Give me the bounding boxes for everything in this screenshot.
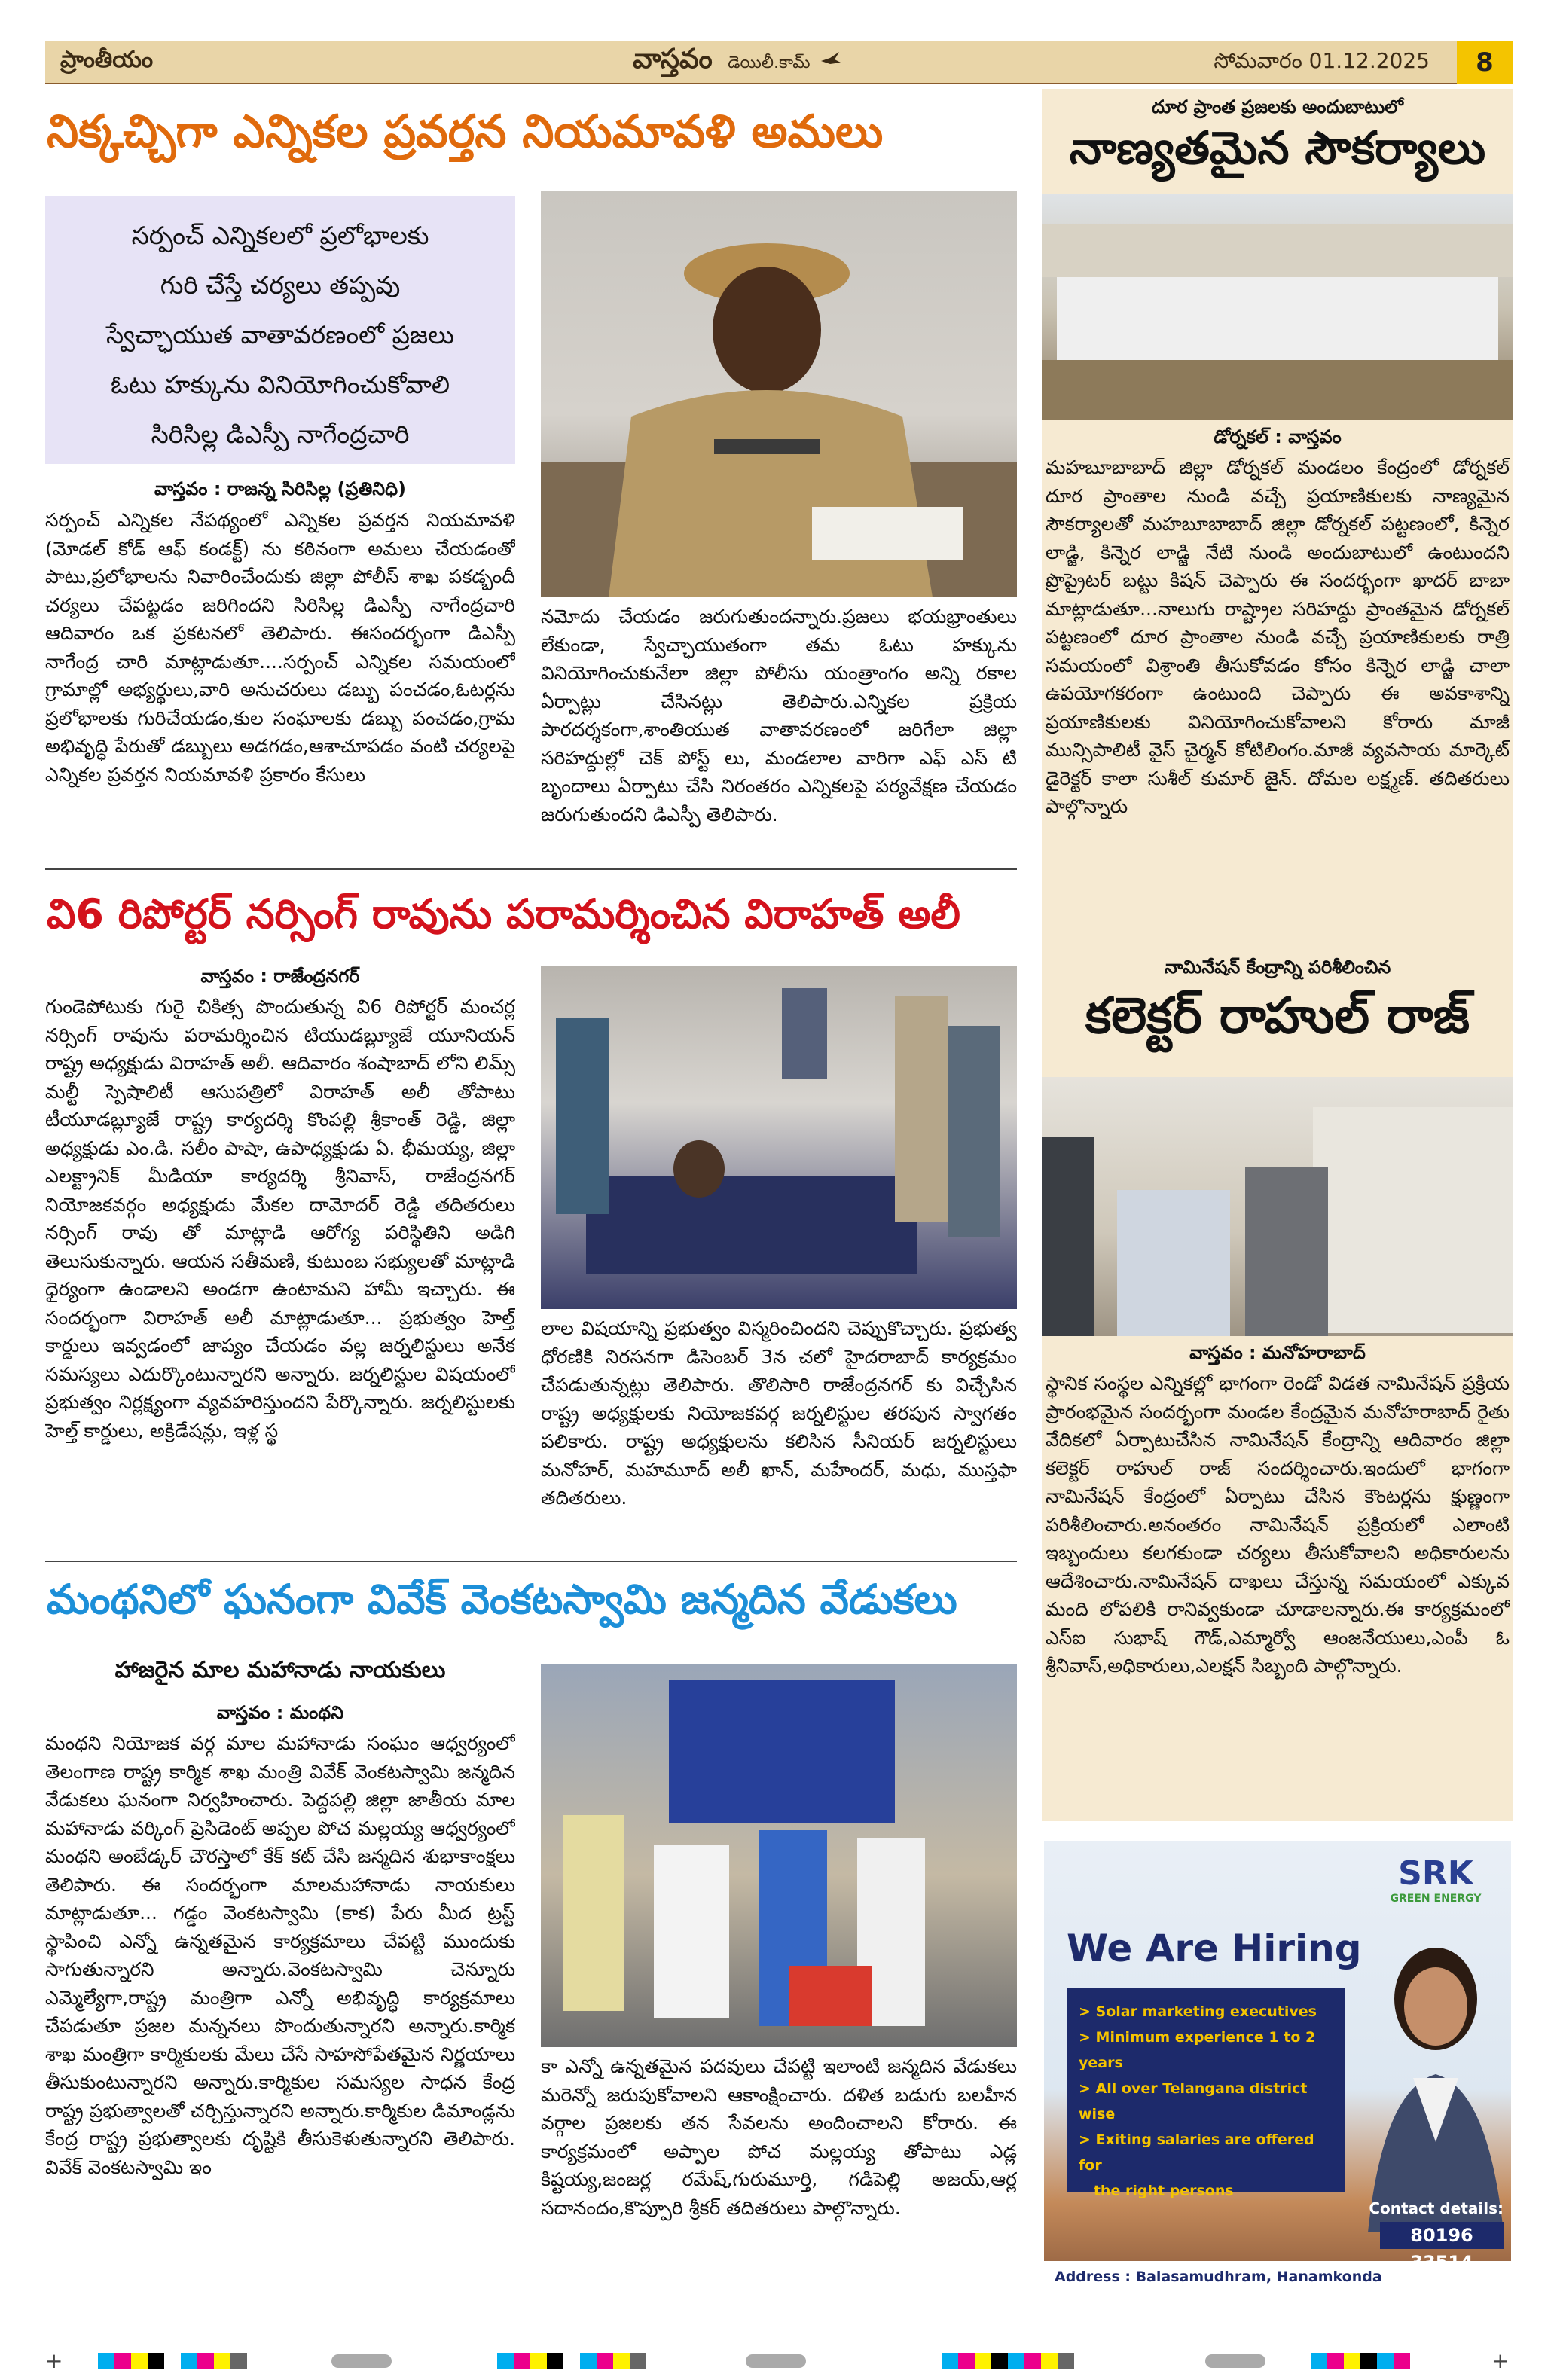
ad-point: > All over Telangana district wise (1079, 2080, 1308, 2122)
color-bar (98, 2353, 414, 2369)
story1-photo-police-officer (541, 191, 1017, 597)
registration-cross-icon: + (1491, 2348, 1510, 2373)
story3-subhead: హాజరైన మాల మహానాడు నాయకులు (114, 1657, 446, 1683)
right2-body: స్థానిక సంస్థల ఎన్నికల్లో భాగంగా రెండో విడత నామినేషన్ ప్రక్రియ ప్రారంభమైన సందర్భంగా మండల కేంద్రమైన మనోహరాబాద్ రైతు వేదికలో ఏర్పాటుచేసిన నామినేషన్ కేంద్రాన్ని ఆదివారం జిల్లా కలెక్టర్ రాహుల్ రాజ్ సందర్శించారు.ఇందులో భాగంగా నామినేషన్ కేంద్రంలో ఏర్పాటు చేసిన కౌంటర్లను క్షుణ్ణంగా పరిశీలించారు.అనంతరం నామినేషన్ ప్రక్రియలో ఎలాంటి ఇబ్బందులు కలగకుండా చర్యలు తీసుకోవాలని అధికారులను ఆదేశించారు.నామినేషన్ దాఖలు చేస్తున్న సమయంలో ఎక్కువ మంది లోపలికి రానివ్వకుండా చూడాలన్నారు.ఈ కార్యక్రమంలో ఎస్ఐ సుభాష్ గౌడ్,ఎమ్మార్వో ఆంజనేయులు,ఎంపీ ఓ శ్రీనివాస్,అధికారులు,ఎలక్షన్ సిబ్బంది పాల్గొన్నారు. (1046, 1372, 1510, 1677)
celebration-scene (541, 1664, 1017, 2047)
right1-dateline: డోర్నకల్ : వాస్తవం (1214, 426, 1342, 447)
story2-headline: వి6 రిపోర్టర్ నర్సింగ్ రావును పరామర్శించిన విరాహత్ అలీ (47, 890, 960, 938)
deck-line: సిరిసిల్ల డిఎస్పీ నాగేంద్రచారి (151, 420, 410, 449)
color-bar (942, 2353, 1469, 2369)
story2-column-2: లాల విషయాన్ని ప్రభుత్వం విస్మరించిందని చెప్పుకొచ్చారు. ప్రభుత్వ ధోరణికి నిరసనగా డిసెంబర్ 3న చలో హైదరాబాద్ కార్యక్రమం చేపడుతున్నట్లు తెలిపారు. తొలిసారి రాజేంద్రనగర్ కు విచ్చేసిన రాష్ట్ర అధ్యక్షులకు నియోజకవర్గ జర్నలిస్టుల తరపున స్వాగతం పలికారు. రాష్ట్ర అధ్యక్షులను కలిసిన సీనియర్ జర్నలిస్టులు మనోహర్, మహమూద్ అలీ ఖాన్, మహేందర్, మధు, ముస్తఫా తదితరులు. (541, 1317, 1017, 1509)
ad-brand: SRK (1398, 1854, 1473, 1893)
ad-point: > Exiting salaries are offered for (1079, 2131, 1314, 2174)
section-divider (45, 868, 1017, 870)
right2-photo-collector (1042, 1077, 1513, 1336)
issue-date: సోమవారం 01.12.2025 (1214, 48, 1430, 73)
ad-contact-label: Contact details: (1369, 2199, 1504, 2217)
hospital-scene (541, 966, 1017, 1309)
deck-line: సర్పంచ్ ఎన్నికలలో ప్రలోభాలకు (131, 221, 429, 250)
ad-point: > Minimum experience 1 to 2 years (1079, 2029, 1316, 2071)
story2-dateline: వాస్తవం : రాజేంద్రనగర్ (200, 966, 360, 987)
paper-sub: డెయిలీ.కామ్ (728, 53, 811, 72)
paper-name: వాస్తవం (633, 44, 713, 75)
story2-column-1: గుండెపోటుకు గురై చికిత్స పొందుతున్న వి6 రిపోర్టర్ మంచర్ల నర్సింగ్ రావును పరామర్శించిన టియుడబ్ల్యూజే యూనియన్ రాష్ట్ర అధ్యక్షుడు విరాహత్ అలీ. ఆదివారం శంషాబాద్ లోని లిమ్స్ మల్టీ స్పెషాలిటీ ఆసుపత్రిలో విరాహత్ అలీ తోపాటు టీయూడబ్ల్యూజే రాష్ట్ర కార్యదర్శి కొంపల్లి శ్రీకాంత్ రెడ్డి, జిల్లా అధ్యక్షుడు ఎం.డి. సలీం పాషా, ఉపాధ్యక్షుడు ఏ. భీమయ్య, జిల్లా ఎలక్ట్రానిక్ మీడియా కార్యదర్శి శ్రీనివాస్, రాజేంద్రనగర్ నియోజకవర్గం అధ్యక్షుడు మేకల దామోదర్ రెడ్డి తదితరులు నర్సింగ్ రావు తో మాట్లాడి ఆరోగ్య పరిస్థితిని అడిగి తెలుసుకున్నారు. ఆయన సతీమణి, కుటుంబ సభ్యులతో మాట్లాడి ధైర్యంగా ఉండాలని అండగా ఉంటామని హామీ ఇచ్చారు. ఈ సందర్భంగా విరాహత్ అలీ మాట్లాడుతూ... ప్రభుత్వం హెల్త్ కార్డులు ఇవ్వడంలో జాప్యం చేయడం వల్ల జర్నలిస్టులు అనేక సమస్యలు ఎదుర్కొంటున్నారని అన్నారు. జర్నలిస్టుల విషయంలో ప్రభుత్వం నిర్లక్ష్యంగా వ్యవహరిస్తుందని పేర్కొన్నారు. జర్నలిస్టులకు హెల్త్ కార్డులు, అక్రిడేషన్లు, ఇళ్ల స్థ (45, 996, 515, 1442)
right1-headline: నాణ్యతమైన సౌకర్యాలు (1069, 122, 1486, 175)
registration-cross-icon: + (45, 2348, 63, 2373)
section-divider (45, 1561, 1017, 1562)
officer-figure (541, 191, 1017, 597)
story3-column-2: కా ఎన్నో ఉన్నతమైన పదవులు చేపట్టి ఇలాంటి జన్మదిన వేడుకలు మరెన్నో జరుపుకోవాలని ఆకాంక్షించారు. దళిత బడుగు బలహీన వర్గాల ప్రజలకు తన సేవలను అందించాలని కోరారు. ఈ కార్యక్రమంలో అప్పాల పోచ మల్లయ్య తోపాటు ఎడ్ల కిష్టయ్య,జంజర్ల రమేష్,గురుమూర్తి, గడిపెల్లి అజయ్,ఆర్ల సదానందం,కొప్పూరి శ్రీకర్ తదితరులు పాల్గొన్నారు. (541, 2055, 1017, 2219)
right1-kicker: దూర ప్రాంత ప్రజలకు అందుబాటులో (1152, 96, 1403, 117)
group-scene (1042, 194, 1513, 420)
story3-photo-birthday-celebration (541, 1664, 1017, 2047)
deck-line: ఓటు హక్కును వినియోగించుకోవాలి (110, 370, 450, 399)
ad-logo (1375, 1854, 1496, 1905)
story3-column-1: మంథని నియోజక వర్గ మాల మహానాడు సంఘం ఆధ్వర్యంలో తెలంగాణ రాష్ట్ర కార్మిక శాఖ మంత్రి వివేక్ వెంకటస్వామి జన్మదిన వేడుకలు ఘనంగా నిర్వహించారు. పెద్దపల్లి జిల్లా జాతీయ మాల మహానాడు వర్కింగ్ ప్రెసిడెంట్ అప్పల పోచ మల్లయ్య ఆధ్వర్యంలో మంథని అంబేడ్కర్ చౌరస్తాలో కేక్ కట్ చేసి జన్మదిన శుభాకాంక్షలు తెలిపారు. ఈ సందర్భంగా మాలమహానాడు నాయకులు మాట్లాడుతూ... గడ్డం వెంకటస్వామి (కాక) పేరు మీద ట్రస్ట్ స్థాపించి ఎన్నో ఉన్నతమైన కార్యక్రమాలు చేపట్టి ముందుకు సాగుతున్నారని అన్నారు.వెంకటస్వామి చెన్నూరు ఎమ్మెల్యేగా,రాష్ట్ర మంత్రిగా ఎన్నో అభివృద్ధి కార్యక్రమాలు చేపడుతూ ప్రజల మన్ననలు పొందుతున్నారని అన్నారు.కార్మిక శాఖ మంత్రిగా కార్మికులకు మేలు చేసే సాహసోపేతమైన నిర్ణయాలు తీసుకుంటున్నారని అన్నారు.కార్మికుల సమస్యల సాధన కేంద్ర రాష్ట్ర ప్రభుత్వాలతో చర్చిస్తున్నారని అన్నారు.కార్మికుల డిమాండ్లను కేంద్ర రాష్ట్ర ప్రభుత్వాలకు దృష్టికి తీసుకెళుతున్నారని తెలిపారు. వివేక్ వెంకటస్వామి ఇం (45, 1732, 515, 2178)
right2-kicker: నామినేషన్ కేంద్రాన్ని పరిశీలించిన (1164, 957, 1391, 978)
ad-phone: 80196 (1380, 2222, 1504, 2249)
collector-scene (1042, 1077, 1513, 1336)
right1-body: మహబూబాబాద్ జిల్లా డోర్నకల్ మండలం కేంద్రంలో డోర్నకల్ దూర ప్రాంతాల నుండి వచ్చే ప్రయాణికులకు నాణ్యమైన సౌకర్యాలతో మహబూబాబాద్ జిల్లా డోర్నకల్ పట్టణంలో, కిన్నెర లాడ్జి, కిన్నెర లాడ్జి నేటి నుండి అందుబాటులో ఉంటుందని ప్రొప్రైటర్ బట్టు కిషన్ చెప్పారు ఈ సందర్భంగా ఖాదర్ బాబా మాట్లాడుతూ...నాలుగు రాష్ట్రాల సరిహద్దు ప్రాంతమైన డోర్నకల్ పట్టణంలో దూర ప్రాంతాల నుండి వచ్చే ప్రయాణికులకు రాత్రి సమయంలో విశ్రాంతి తీసుకోవడం కోసం కిన్నెర లాడ్జి చాలా ఉపయోగకరంగా ఉంటుంది చెప్పారు ఈ అవకాశాన్ని ప్రయాణికులకు వినియోగించుకోవాలని కోరారు మాజీ మున్సిపాలిటీ వైస్ చైర్మన్ కోటిలింగం.మాజీ వ్యవసాయ మార్కెట్ డైరెక్టర్ కాలా సుశీల్ కుమార్ జైన్. దోమల లక్ష్మణ్. తదితరులు పాల్గొన్నారు (1046, 456, 1510, 817)
story1-dateline: వాస్తవం : రాజన్న సిరిసిల్ల (ప్రతినిధి) (154, 478, 407, 499)
page-number: 8 (1457, 41, 1513, 84)
story1-column-1: సర్పంచ్ ఎన్నికల నేపథ్యంలో ఎన్నికల ప్రవర్తన నియమావళి (మోడల్ కోడ్ ఆఫ్ కండక్ట్) ను కఠినంగా అమలు చేయడంతో పాటు,ప్రలోభాలను నివారించేందుకు జిల్లా పోలీస్ శాఖ పకడ్బందీ చర్యలు చేపట్టడం జరిగిందని సిరిసిల్ల డిఎస్పీ నాగేంద్రచారి ఆదివారం ఒక ప్రకటనలో తెలిపారు. ఈసందర్భంగా డిఎస్పీ నాగేంద్ర చారి మాట్లాడుతూ....సర్పంచ్ ఎన్నికల సమయంలో గ్రామాల్లో అభ్యర్థులు,వారి అనుచరులు డబ్బు పంచడం,ఓటర్లను ప్రలోభాలకు గురిచేయడం,కుల సంఘాలకు డబ్బు పంచడం,గ్రామ అభివృద్ధి పేరుతో డబ్బులు అడగడం,ఆశాచూపడం వంటి చర్యలపై ఎన్నికల ప్రవర్తన నియమావళి ప్రకారం కేసులు (45, 509, 515, 786)
story3-headline: మంథనిలో ఘనంగా వివేక్ వెంకటస్వామి జన్మదిన వేడుకలు (47, 1576, 957, 1623)
woman-portrait (1353, 1916, 1504, 2232)
ad-brand-sub: GREEN ENERGY (1390, 1893, 1482, 1905)
right2-dateline: వాస్తవం : మనోహరాబాద్ (1189, 1342, 1366, 1363)
hiring-advertisement (1044, 1841, 1511, 2293)
story2-photo-hospital-visit (541, 966, 1017, 1309)
right1-photo-group (1042, 194, 1513, 420)
ad-point: > Solar marketing executives (1079, 2003, 1317, 2020)
deck-line: స్వేచ్ఛాయుత వాతావరణంలో ప్రజలు (106, 320, 454, 349)
paper-logo (633, 44, 842, 81)
right2-headline: కలెక్టర్ రాహుల్ రాజ్ (1085, 987, 1470, 1045)
story1-column-2: నమోదు చేయడం జరుగుతుందన్నారు.ప్రజలు భయభ్రాంతులు లేకుండా, స్వేచ్ఛాయుతంగా తమ ఓటు హక్కును వినియోగించుకునేలా జిల్లా పోలీసు యంత్రాంగం అన్ని రకాల ఏర్పాట్లు చేసినట్లు తెలిపారు.ఎన్నికల ప్రక్రియ పారదర్శకంగా,శాంతియుత వాతావరణంలో జరిగేలా జిల్లా సరిహద్దుల్లో చెక్ పోస్ట్ లు, మండలాల వారిగా ఎఫ్ ఎస్ టి బృందాలు ఏర్పాటు చేసి నిరంతరం ఎన్నికలపై పర్యవేక్షణ చేయడం జరుగుతుందని డిఎస్పీ తెలిపారు. (541, 606, 1017, 825)
ad-point: the right persons (1079, 2183, 1234, 2199)
deck-line: గురి చేస్తే చర్యలు తప్పవు (160, 270, 401, 300)
masthead (45, 41, 1513, 84)
ad-address: Address : Balasamudhram, Hanamkonda (1044, 2261, 1511, 2293)
story1-headline: నిక్కచ్చిగా ఎన్నికల ప్రవర్తన నియమావళి అమలు (47, 105, 884, 158)
bird-icon (820, 50, 842, 70)
ad-title: We Are Hiring (1067, 1927, 1362, 1970)
section-label: ప్రాంతీయం (60, 47, 154, 73)
story1-deck (45, 196, 515, 464)
story3-dateline: వాస్తవం : మంథని (216, 1702, 344, 1723)
color-bar (497, 2353, 814, 2369)
ad-points-panel (1067, 1988, 1345, 2199)
